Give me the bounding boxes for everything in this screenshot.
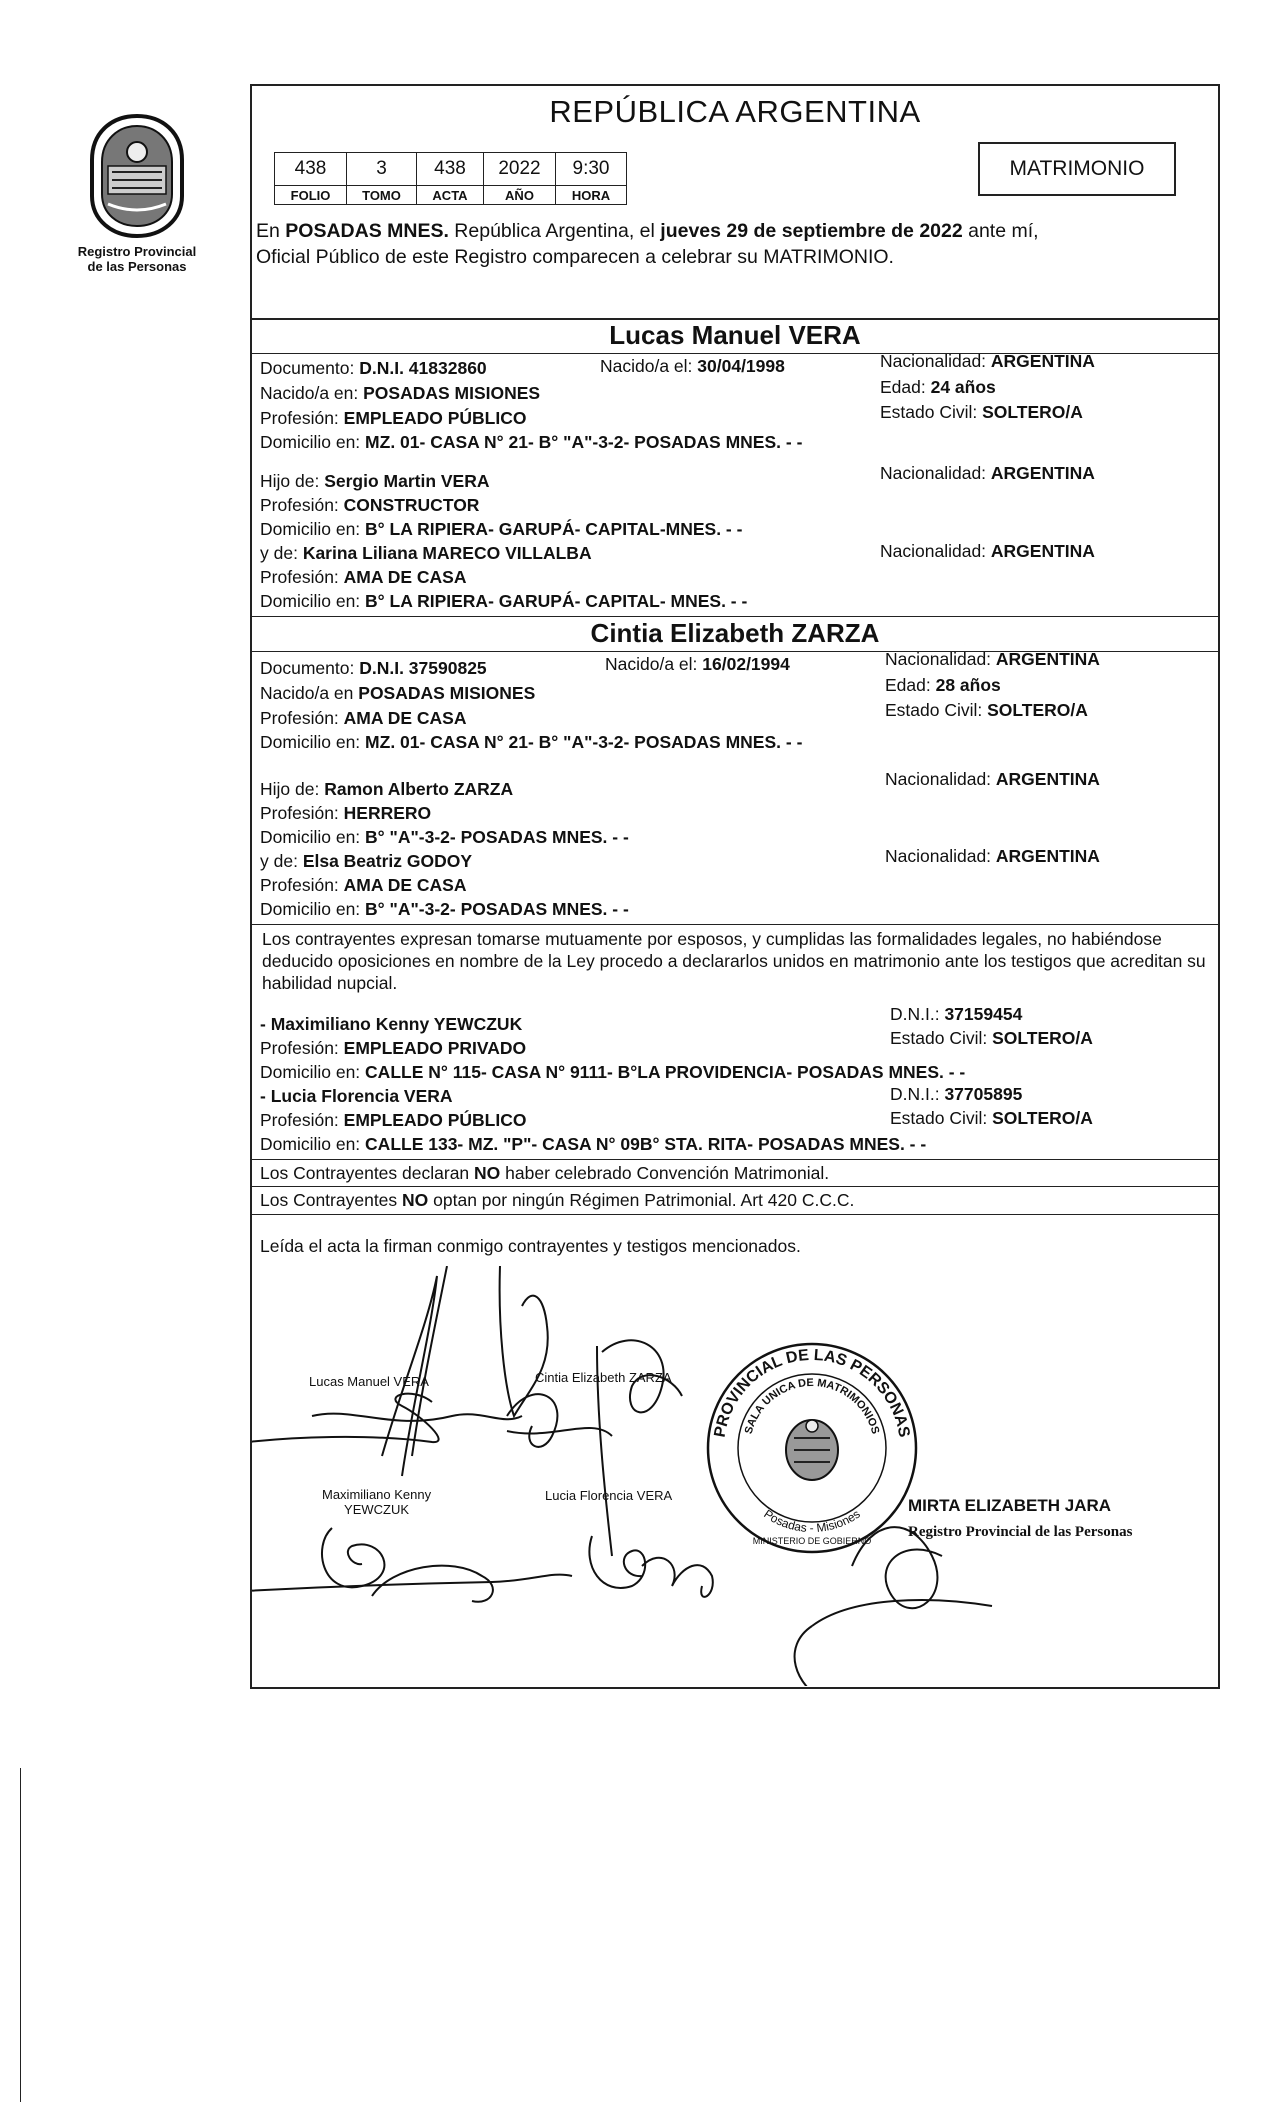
divider [252,1186,1218,1187]
folio-label: FOLIO [275,186,347,205]
groom-mother-nationality: Nacionalidad: ARGENTINA [880,541,1095,561]
registry-table [274,152,627,205]
groom-father-nationality: Nacionalidad: ARGENTINA [880,463,1095,483]
anio-label: AÑO [484,186,556,205]
groom-father-profession: Profesión: CONSTRUCTOR [260,495,480,515]
bride-profession: Profesión: AMA DE CASA [260,708,467,728]
bride-nationality: Nacionalidad: ARGENTINA [885,649,1100,669]
divider [252,1159,1218,1160]
groom-father-address: Domicilio en: B° LA RIPIERA- GARUPÁ- CAPITAL-MNES. - - [260,519,743,539]
official-stamp [702,1338,922,1558]
groom-address: Domicilio en: MZ. 01- CASA N° 21- B° "A"-3-2- POSADAS MNES. - - [260,432,803,452]
hora-value: 9:30 [556,153,627,186]
bride-mother-nationality: Nacionalidad: ARGENTINA [885,846,1100,866]
groom-document: Documento: D.N.I. 41832860 [260,358,487,378]
registry-logo [62,112,212,274]
witness2-civil-status: Estado Civil: SOLTERO/A [890,1108,1093,1128]
bride-birthdate: Nacido/a el: 16/02/1994 [605,654,790,674]
bride-father-nationality: Nacionalidad: ARGENTINA [885,769,1100,789]
folio-value: 438 [275,153,347,186]
official-name: MIRTA ELIZABETH JARA [908,1496,1112,1515]
witness1-profession: Profesión: EMPLEADO PRIVADO [260,1038,527,1058]
groom-mother: y de: Karina Liliana MARECO VILLALBA [260,543,592,563]
acta-value: 438 [417,153,484,186]
stamp-inner-text: SALA UNICA DE MATRIMONIOS [742,1376,882,1436]
stamp-ministry-text: MINISTERIO DE GOBIERNO [752,1536,872,1546]
groom-mother-profession: Profesión: AMA DE CASA [260,567,467,587]
groom-birthdate: Nacido/a el: 30/04/1998 [600,356,785,376]
bride-mother: y de: Elsa Beatriz GODOY [260,851,473,871]
margin-line [20,1768,21,2102]
bride-civil-status: Estado Civil: SOLTERO/A [885,700,1088,720]
witness2-address: Domicilio en: CALLE 133- MZ. "P"- CASA N° 09B° STA. RITA- POSADAS MNES. - - [260,1134,927,1154]
bride-document: Documento: D.N.I. 37590825 [260,658,487,678]
declaration-text: Los contrayentes expresan tomarse mutuamente por esposos, y cumplidas las formalidades legales, no habiéndose deducido oposiciones en nombre de la Ley procedo a declararlos unidos en matrimonio ante los testigos que acreditan su habilidad nupcial. [262,929,1206,993]
regime-note: Los Contrayentes NO optan por ningún Régimen Patrimonial. Art 420 C.C.C. [260,1190,855,1210]
marriage-certificate [250,84,1220,1689]
tomo-label: TOMO [347,186,417,205]
stamp-emblem-icon [786,1420,838,1480]
intro-text: En POSADAS MNES. República Argentina, el jueves 29 de septiembre de 2022 ante mí, Oficial Público de este Registro comparecen a celebrar su MATRIMONIO. [256,218,1211,270]
witness2-profession: Profesión: EMPLEADO PÚBLICO [260,1110,527,1130]
hora-label: HORA [556,186,627,205]
groom-profession: Profesión: EMPLEADO PÚBLICO [260,408,527,428]
provincial-seal-icon [82,112,192,240]
acta-label: ACTA [417,186,484,205]
bride-age: Edad: 28 años [885,675,1001,695]
witness1-name: - Maximiliano Kenny YEWCZUK [260,1014,523,1034]
divider [252,616,1218,617]
bride-father-address: Domicilio en: B° "A"-3-2- POSADAS MNES. - - [260,827,629,847]
bride-birthplace: Nacido/a en POSADAS MISIONES [260,683,536,703]
convention-note: Los Contrayentes declaran NO haber celebrado Convención Matrimonial. [260,1163,830,1183]
witness1-signature-label: Maximiliano Kenny YEWCZUK [322,1487,432,1517]
tomo-value: 3 [347,153,417,186]
groom-father: Hijo de: Sergio Martin VERA [260,471,490,491]
stamp-bottom-text: Posadas - Misiones [761,1506,863,1536]
stamp-ring-text: PROVINCIAL DE LAS PERSONAS [711,1346,913,1439]
bride-father-profession: Profesión: HERRERO [260,803,432,823]
divider [252,924,1218,925]
page-title: REPÚBLICA ARGENTINA [549,94,921,129]
intro-date: jueves 29 de septiembre de 2022 [660,220,963,242]
witness1-civil-status: Estado Civil: SOLTERO/A [890,1028,1093,1048]
groom-mother-address: Domicilio en: B° LA RIPIERA- GARUPÁ- CAPITAL- MNES. - - [260,591,748,611]
closing-text: Leída el acta la firman conmigo contrayentes y testigos mencionados. [260,1236,801,1256]
witness2-name: - Lucia Florencia VERA [260,1086,453,1106]
groom-signature-label: Lucas Manuel VERA [309,1374,429,1389]
groom-civil-status: Estado Civil: SOLTERO/A [880,402,1083,422]
logo-caption-line1: Registro Provincial [77,244,197,259]
svg-text:Posadas - Misiones [761,1507,862,1535]
bride-address: Domicilio en: MZ. 01- CASA N° 21- B° "A"-3-2- POSADAS MNES. - - [260,732,803,752]
logo-caption-line2: de las Personas [87,259,187,274]
groom-name: Lucas Manuel VERA [609,320,861,350]
witness2-dni: D.N.I.: 37705895 [890,1084,1023,1104]
groom-nationality: Nacionalidad: ARGENTINA [880,351,1095,371]
anio-value: 2022 [484,153,556,186]
groom-birthplace: Nacido/a en: POSADAS MISIONES [260,383,541,403]
groom-age: Edad: 24 años [880,377,996,397]
bride-mother-address: Domicilio en: B° "A"-3-2- POSADAS MNES. - - [260,899,629,919]
witness2-signature-label: Lucia Florencia VERA [545,1488,673,1503]
intro-line2: Oficial Público de este Registro comparecen a celebrar su MATRIMONIO. [256,246,894,268]
official-signature-block [908,1496,1138,1541]
intro-place: POSADAS MNES. [285,220,449,242]
divider [252,1214,1218,1215]
bride-signature-label: Cintia Elizabeth ZARZA [535,1370,672,1385]
bride-father: Hijo de: Ramon Alberto ZARZA [260,779,514,799]
act-type-box: MATRIMONIO [978,142,1176,196]
bride-mother-profession: Profesión: AMA DE CASA [260,875,467,895]
bride-name: Cintia Elizabeth ZARZA [590,618,880,648]
official-office: Registro Provincial de las Personas [908,1524,1133,1540]
witness1-dni: D.N.I.: 37159454 [890,1004,1023,1024]
witness1-address: Domicilio en: CALLE N° 115- CASA N° 9111- B°LA PROVIDENCIA- POSADAS MNES. - - [260,1062,966,1082]
